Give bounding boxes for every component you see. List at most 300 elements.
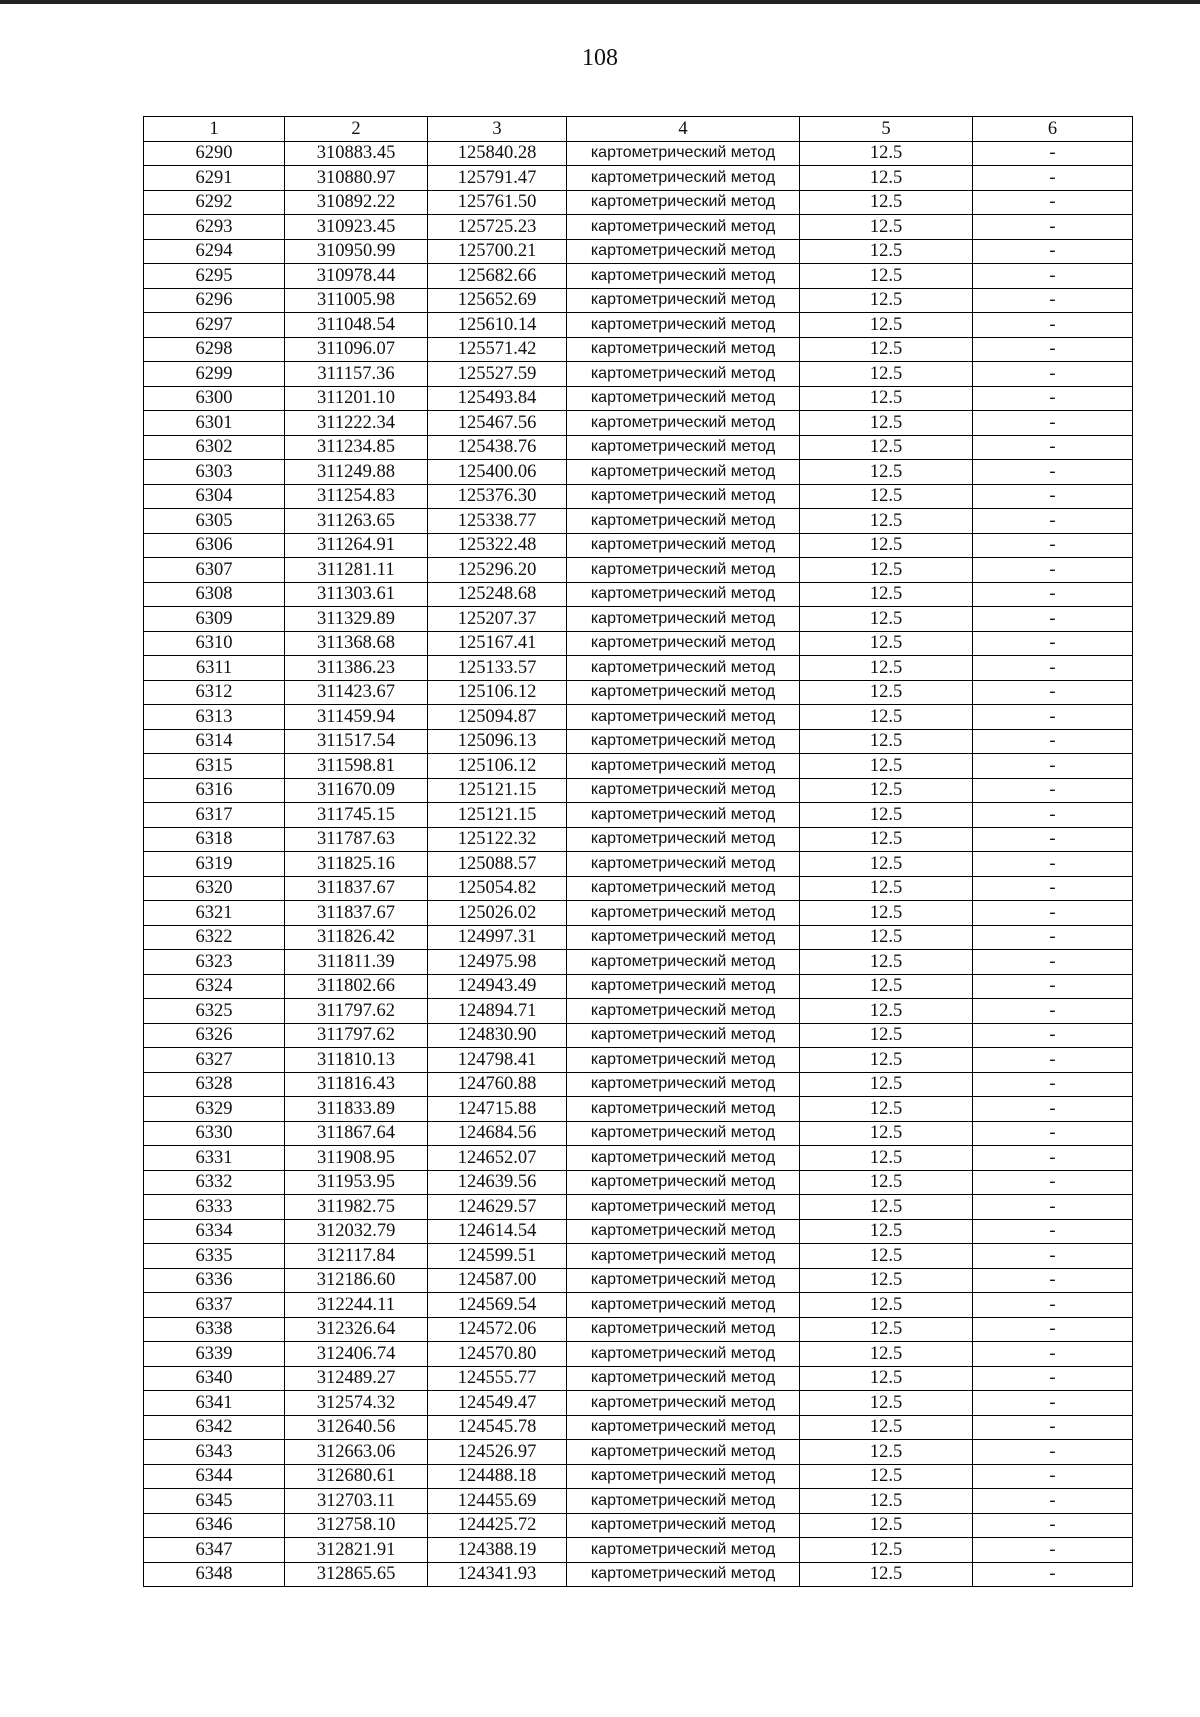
table-row: [144, 950, 1133, 975]
x-coordinate-cell: 311816.43: [285, 1072, 428, 1097]
accuracy-cell: 12.5: [800, 1366, 973, 1391]
table-row: [144, 999, 1133, 1024]
table-row: [144, 607, 1133, 632]
accuracy-cell: 12.5: [800, 1268, 973, 1293]
x-coordinate-cell: 311867.64: [285, 1121, 428, 1146]
accuracy-cell: 12.5: [800, 1195, 973, 1220]
table-row: [144, 1366, 1133, 1391]
point-number-cell: 6307: [144, 558, 285, 583]
x-coordinate-cell: 311303.61: [285, 582, 428, 607]
note-cell: -: [973, 558, 1133, 583]
method-cell: картометрический метод: [567, 1489, 800, 1514]
point-number-cell: 6345: [144, 1489, 285, 1514]
method-cell: картометрический метод: [567, 435, 800, 460]
page-number: 108: [582, 45, 618, 71]
x-coordinate-cell: 311423.67: [285, 680, 428, 705]
accuracy-cell: 12.5: [800, 827, 973, 852]
point-number-cell: 6340: [144, 1366, 285, 1391]
accuracy-cell: 12.5: [800, 1464, 973, 1489]
note-cell: -: [973, 607, 1133, 632]
coordinates-table: [143, 116, 1133, 1587]
table-row: [144, 1048, 1133, 1073]
method-cell: картометрический метод: [567, 1121, 800, 1146]
accuracy-cell: 12.5: [800, 1170, 973, 1195]
table-row: [144, 313, 1133, 338]
x-coordinate-cell: 311249.88: [285, 460, 428, 485]
y-coordinate-cell: 124629.57: [428, 1195, 567, 1220]
column-header: 6: [973, 117, 1133, 142]
method-cell: картометрический метод: [567, 1366, 800, 1391]
y-coordinate-cell: 124760.88: [428, 1072, 567, 1097]
accuracy-cell: 12.5: [800, 1244, 973, 1269]
method-cell: картометрический метод: [567, 1513, 800, 1538]
accuracy-cell: 12.5: [800, 876, 973, 901]
y-coordinate-cell: 125054.82: [428, 876, 567, 901]
method-cell: картометрический метод: [567, 631, 800, 656]
y-coordinate-cell: 125791.47: [428, 166, 567, 191]
point-number-cell: 6296: [144, 288, 285, 313]
y-coordinate-cell: 125106.12: [428, 754, 567, 779]
x-coordinate-cell: 312489.27: [285, 1366, 428, 1391]
method-cell: картометрический метод: [567, 1097, 800, 1122]
x-coordinate-cell: 312680.61: [285, 1464, 428, 1489]
y-coordinate-cell: 124997.31: [428, 925, 567, 950]
accuracy-cell: 12.5: [800, 288, 973, 313]
note-cell: -: [973, 1366, 1133, 1391]
y-coordinate-cell: 124652.07: [428, 1146, 567, 1171]
point-number-cell: 6336: [144, 1268, 285, 1293]
table-row: [144, 264, 1133, 289]
table-row: [144, 1317, 1133, 1342]
y-coordinate-cell: 125376.30: [428, 484, 567, 509]
x-coordinate-cell: 312640.56: [285, 1415, 428, 1440]
y-coordinate-cell: 125106.12: [428, 680, 567, 705]
note-cell: -: [973, 1121, 1133, 1146]
note-cell: -: [973, 166, 1133, 191]
x-coordinate-cell: 312244.11: [285, 1293, 428, 1318]
table-row: [144, 729, 1133, 754]
y-coordinate-cell: 125467.56: [428, 411, 567, 436]
table-row: [144, 386, 1133, 411]
note-cell: -: [973, 264, 1133, 289]
note-cell: -: [973, 1342, 1133, 1367]
accuracy-cell: 12.5: [800, 1342, 973, 1367]
x-coordinate-cell: 310978.44: [285, 264, 428, 289]
y-coordinate-cell: 125088.57: [428, 852, 567, 877]
method-cell: картометрический метод: [567, 1195, 800, 1220]
y-coordinate-cell: 125167.41: [428, 631, 567, 656]
method-cell: картометрический метод: [567, 803, 800, 828]
method-cell: картометрический метод: [567, 1538, 800, 1563]
table-row: [144, 827, 1133, 852]
note-cell: -: [973, 1219, 1133, 1244]
accuracy-cell: 12.5: [800, 1146, 973, 1171]
note-cell: -: [973, 1440, 1133, 1465]
point-number-cell: 6323: [144, 950, 285, 975]
note-cell: -: [973, 239, 1133, 264]
note-cell: -: [973, 1489, 1133, 1514]
point-number-cell: 6310: [144, 631, 285, 656]
method-cell: картометрический метод: [567, 754, 800, 779]
method-cell: картометрический метод: [567, 411, 800, 436]
x-coordinate-cell: 311797.62: [285, 1023, 428, 1048]
y-coordinate-cell: 125610.14: [428, 313, 567, 338]
y-coordinate-cell: 124555.77: [428, 1366, 567, 1391]
point-number-cell: 6341: [144, 1391, 285, 1416]
note-cell: -: [973, 533, 1133, 558]
column-header: 2: [285, 117, 428, 142]
note-cell: -: [973, 1268, 1133, 1293]
note-cell: -: [973, 1538, 1133, 1563]
x-coordinate-cell: 311329.89: [285, 607, 428, 632]
method-cell: картометрический метод: [567, 362, 800, 387]
x-coordinate-cell: 310923.45: [285, 215, 428, 240]
column-header: 4: [567, 117, 800, 142]
method-cell: картометрический метод: [567, 1023, 800, 1048]
x-coordinate-cell: 312821.91: [285, 1538, 428, 1563]
point-number-cell: 6327: [144, 1048, 285, 1073]
accuracy-cell: 12.5: [800, 264, 973, 289]
point-number-cell: 6291: [144, 166, 285, 191]
point-number-cell: 6292: [144, 190, 285, 215]
y-coordinate-cell: 125296.20: [428, 558, 567, 583]
y-coordinate-cell: 125700.21: [428, 239, 567, 264]
y-coordinate-cell: 124894.71: [428, 999, 567, 1024]
accuracy-cell: 12.5: [800, 1293, 973, 1318]
accuracy-cell: 12.5: [800, 1097, 973, 1122]
method-cell: картометрический метод: [567, 778, 800, 803]
table-header-row: [144, 117, 1133, 142]
method-cell: картометрический метод: [567, 1244, 800, 1269]
point-number-cell: 6305: [144, 509, 285, 534]
note-cell: -: [973, 1317, 1133, 1342]
note-cell: -: [973, 362, 1133, 387]
accuracy-cell: 12.5: [800, 656, 973, 681]
y-coordinate-cell: 124830.90: [428, 1023, 567, 1048]
x-coordinate-cell: 310883.45: [285, 141, 428, 166]
table-row: [144, 239, 1133, 264]
note-cell: -: [973, 1391, 1133, 1416]
accuracy-cell: 12.5: [800, 337, 973, 362]
table-body: [144, 141, 1133, 1587]
point-number-cell: 6343: [144, 1440, 285, 1465]
note-cell: -: [973, 925, 1133, 950]
y-coordinate-cell: 125207.37: [428, 607, 567, 632]
note-cell: -: [973, 1146, 1133, 1171]
y-coordinate-cell: 125400.06: [428, 460, 567, 485]
point-number-cell: 6331: [144, 1146, 285, 1171]
accuracy-cell: 12.5: [800, 386, 973, 411]
table-row: [144, 166, 1133, 191]
table-row: [144, 803, 1133, 828]
method-cell: картометрический метод: [567, 288, 800, 313]
accuracy-cell: 12.5: [800, 1440, 973, 1465]
note-cell: -: [973, 1513, 1133, 1538]
x-coordinate-cell: 311810.13: [285, 1048, 428, 1073]
note-cell: -: [973, 1293, 1133, 1318]
method-cell: картометрический метод: [567, 607, 800, 632]
x-coordinate-cell: 311826.42: [285, 925, 428, 950]
table-row: [144, 1146, 1133, 1171]
table-row: [144, 141, 1133, 166]
x-coordinate-cell: 311953.95: [285, 1170, 428, 1195]
table-row: [144, 1244, 1133, 1269]
accuracy-cell: 12.5: [800, 680, 973, 705]
point-number-cell: 6328: [144, 1072, 285, 1097]
note-cell: -: [973, 313, 1133, 338]
method-cell: картометрический метод: [567, 239, 800, 264]
x-coordinate-cell: 311802.66: [285, 974, 428, 999]
x-coordinate-cell: 311982.75: [285, 1195, 428, 1220]
table-row: [144, 1219, 1133, 1244]
point-number-cell: 6302: [144, 435, 285, 460]
table-row: [144, 190, 1133, 215]
method-cell: картометрический метод: [567, 215, 800, 240]
point-number-cell: 6317: [144, 803, 285, 828]
table-row: [144, 1097, 1133, 1122]
y-coordinate-cell: 124526.97: [428, 1440, 567, 1465]
table-row: [144, 1415, 1133, 1440]
y-coordinate-cell: 125682.66: [428, 264, 567, 289]
point-number-cell: 6297: [144, 313, 285, 338]
accuracy-cell: 12.5: [800, 754, 973, 779]
accuracy-cell: 12.5: [800, 582, 973, 607]
method-cell: картометрический метод: [567, 729, 800, 754]
table-row: [144, 974, 1133, 999]
method-cell: картометрический метод: [567, 509, 800, 534]
method-cell: картометрический метод: [567, 141, 800, 166]
point-number-cell: 6347: [144, 1538, 285, 1563]
point-number-cell: 6314: [144, 729, 285, 754]
point-number-cell: 6333: [144, 1195, 285, 1220]
y-coordinate-cell: 125438.76: [428, 435, 567, 460]
y-coordinate-cell: 124684.56: [428, 1121, 567, 1146]
table-row: [144, 1170, 1133, 1195]
note-cell: -: [973, 1562, 1133, 1587]
point-number-cell: 6316: [144, 778, 285, 803]
point-number-cell: 6299: [144, 362, 285, 387]
accuracy-cell: 12.5: [800, 1219, 973, 1244]
note-cell: -: [973, 337, 1133, 362]
accuracy-cell: 12.5: [800, 901, 973, 926]
accuracy-cell: 12.5: [800, 631, 973, 656]
column-header: 3: [428, 117, 567, 142]
note-cell: -: [973, 141, 1133, 166]
method-cell: картометрический метод: [567, 386, 800, 411]
point-number-cell: 6325: [144, 999, 285, 1024]
table-row: [144, 435, 1133, 460]
table-row: [144, 1121, 1133, 1146]
point-number-cell: 6308: [144, 582, 285, 607]
point-number-cell: 6298: [144, 337, 285, 362]
y-coordinate-cell: 124549.47: [428, 1391, 567, 1416]
point-number-cell: 6309: [144, 607, 285, 632]
table-row: [144, 411, 1133, 436]
accuracy-cell: 12.5: [800, 1391, 973, 1416]
x-coordinate-cell: 311254.83: [285, 484, 428, 509]
point-number-cell: 6295: [144, 264, 285, 289]
note-cell: -: [973, 1097, 1133, 1122]
y-coordinate-cell: 125322.48: [428, 533, 567, 558]
x-coordinate-cell: 312406.74: [285, 1342, 428, 1367]
accuracy-cell: 12.5: [800, 1072, 973, 1097]
note-cell: -: [973, 656, 1133, 681]
x-coordinate-cell: 311797.62: [285, 999, 428, 1024]
top-border-line: [0, 0, 1200, 4]
note-cell: -: [973, 999, 1133, 1024]
accuracy-cell: 12.5: [800, 705, 973, 730]
table-row: [144, 484, 1133, 509]
accuracy-cell: 12.5: [800, 141, 973, 166]
table-row: [144, 1562, 1133, 1587]
method-cell: картометрический метод: [567, 166, 800, 191]
method-cell: картометрический метод: [567, 313, 800, 338]
x-coordinate-cell: 312758.10: [285, 1513, 428, 1538]
table-row: [144, 656, 1133, 681]
x-coordinate-cell: 312186.60: [285, 1268, 428, 1293]
method-cell: картометрический метод: [567, 1562, 800, 1587]
method-cell: картометрический метод: [567, 1415, 800, 1440]
table-row: [144, 509, 1133, 534]
method-cell: картометрический метод: [567, 827, 800, 852]
x-coordinate-cell: 312703.11: [285, 1489, 428, 1514]
table-row: [144, 1489, 1133, 1514]
method-cell: картометрический метод: [567, 1219, 800, 1244]
table-row: [144, 1513, 1133, 1538]
x-coordinate-cell: 312032.79: [285, 1219, 428, 1244]
point-number-cell: 6346: [144, 1513, 285, 1538]
x-coordinate-cell: 311264.91: [285, 533, 428, 558]
accuracy-cell: 12.5: [800, 411, 973, 436]
method-cell: картометрический метод: [567, 1268, 800, 1293]
accuracy-cell: 12.5: [800, 1121, 973, 1146]
table-row: [144, 1464, 1133, 1489]
table-row: [144, 901, 1133, 926]
accuracy-cell: 12.5: [800, 778, 973, 803]
point-number-cell: 6342: [144, 1415, 285, 1440]
point-number-cell: 6337: [144, 1293, 285, 1318]
y-coordinate-cell: 124639.56: [428, 1170, 567, 1195]
accuracy-cell: 12.5: [800, 190, 973, 215]
method-cell: картометрический метод: [567, 1293, 800, 1318]
x-coordinate-cell: 311281.11: [285, 558, 428, 583]
accuracy-cell: 12.5: [800, 533, 973, 558]
x-coordinate-cell: 312574.32: [285, 1391, 428, 1416]
table-row: [144, 533, 1133, 558]
y-coordinate-cell: 125527.59: [428, 362, 567, 387]
note-cell: -: [973, 680, 1133, 705]
column-header: 5: [800, 117, 973, 142]
note-cell: -: [973, 778, 1133, 803]
y-coordinate-cell: 124341.93: [428, 1562, 567, 1587]
note-cell: -: [973, 1072, 1133, 1097]
x-coordinate-cell: 312663.06: [285, 1440, 428, 1465]
y-coordinate-cell: 124798.41: [428, 1048, 567, 1073]
point-number-cell: 6312: [144, 680, 285, 705]
y-coordinate-cell: 125761.50: [428, 190, 567, 215]
note-cell: -: [973, 754, 1133, 779]
y-coordinate-cell: 124614.54: [428, 1219, 567, 1244]
table-row: [144, 778, 1133, 803]
method-cell: картометрический метод: [567, 1440, 800, 1465]
x-coordinate-cell: 311745.15: [285, 803, 428, 828]
x-coordinate-cell: 311787.63: [285, 827, 428, 852]
y-coordinate-cell: 124488.18: [428, 1464, 567, 1489]
x-coordinate-cell: 311811.39: [285, 950, 428, 975]
accuracy-cell: 12.5: [800, 1489, 973, 1514]
method-cell: картометрический метод: [567, 1342, 800, 1367]
y-coordinate-cell: 124569.54: [428, 1293, 567, 1318]
accuracy-cell: 12.5: [800, 1023, 973, 1048]
point-number-cell: 6318: [144, 827, 285, 852]
note-cell: -: [973, 729, 1133, 754]
y-coordinate-cell: 124587.00: [428, 1268, 567, 1293]
x-coordinate-cell: 310892.22: [285, 190, 428, 215]
accuracy-cell: 12.5: [800, 558, 973, 583]
table-row: [144, 460, 1133, 485]
x-coordinate-cell: 311837.67: [285, 901, 428, 926]
point-number-cell: 6335: [144, 1244, 285, 1269]
y-coordinate-cell: 125094.87: [428, 705, 567, 730]
table-row: [144, 582, 1133, 607]
accuracy-cell: 12.5: [800, 607, 973, 632]
method-cell: картометрический метод: [567, 264, 800, 289]
accuracy-cell: 12.5: [800, 803, 973, 828]
point-number-cell: 6330: [144, 1121, 285, 1146]
accuracy-cell: 12.5: [800, 950, 973, 975]
method-cell: картометрический метод: [567, 974, 800, 999]
point-number-cell: 6332: [144, 1170, 285, 1195]
accuracy-cell: 12.5: [800, 729, 973, 754]
note-cell: -: [973, 1415, 1133, 1440]
method-cell: картометрический метод: [567, 901, 800, 926]
point-number-cell: 6293: [144, 215, 285, 240]
accuracy-cell: 12.5: [800, 215, 973, 240]
point-number-cell: 6301: [144, 411, 285, 436]
x-coordinate-cell: 310950.99: [285, 239, 428, 264]
table-row: [144, 1195, 1133, 1220]
accuracy-cell: 12.5: [800, 509, 973, 534]
method-cell: картометрический метод: [567, 190, 800, 215]
y-coordinate-cell: 125121.15: [428, 803, 567, 828]
method-cell: картометрический метод: [567, 950, 800, 975]
method-cell: картометрический метод: [567, 1072, 800, 1097]
method-cell: картометрический метод: [567, 999, 800, 1024]
table-row: [144, 288, 1133, 313]
table-row: [144, 1440, 1133, 1465]
y-coordinate-cell: 124715.88: [428, 1097, 567, 1122]
x-coordinate-cell: 311096.07: [285, 337, 428, 362]
accuracy-cell: 12.5: [800, 460, 973, 485]
x-coordinate-cell: 311157.36: [285, 362, 428, 387]
table-row: [144, 925, 1133, 950]
method-cell: картометрический метод: [567, 337, 800, 362]
note-cell: -: [973, 1023, 1133, 1048]
table-row: [144, 754, 1133, 779]
y-coordinate-cell: 124570.80: [428, 1342, 567, 1367]
table-row: [144, 1342, 1133, 1367]
accuracy-cell: 12.5: [800, 1048, 973, 1073]
table-row: [144, 558, 1133, 583]
note-cell: -: [973, 1464, 1133, 1489]
x-coordinate-cell: 311234.85: [285, 435, 428, 460]
accuracy-cell: 12.5: [800, 999, 973, 1024]
point-number-cell: 6339: [144, 1342, 285, 1367]
y-coordinate-cell: 125121.15: [428, 778, 567, 803]
point-number-cell: 6324: [144, 974, 285, 999]
point-number-cell: 6304: [144, 484, 285, 509]
point-number-cell: 6322: [144, 925, 285, 950]
